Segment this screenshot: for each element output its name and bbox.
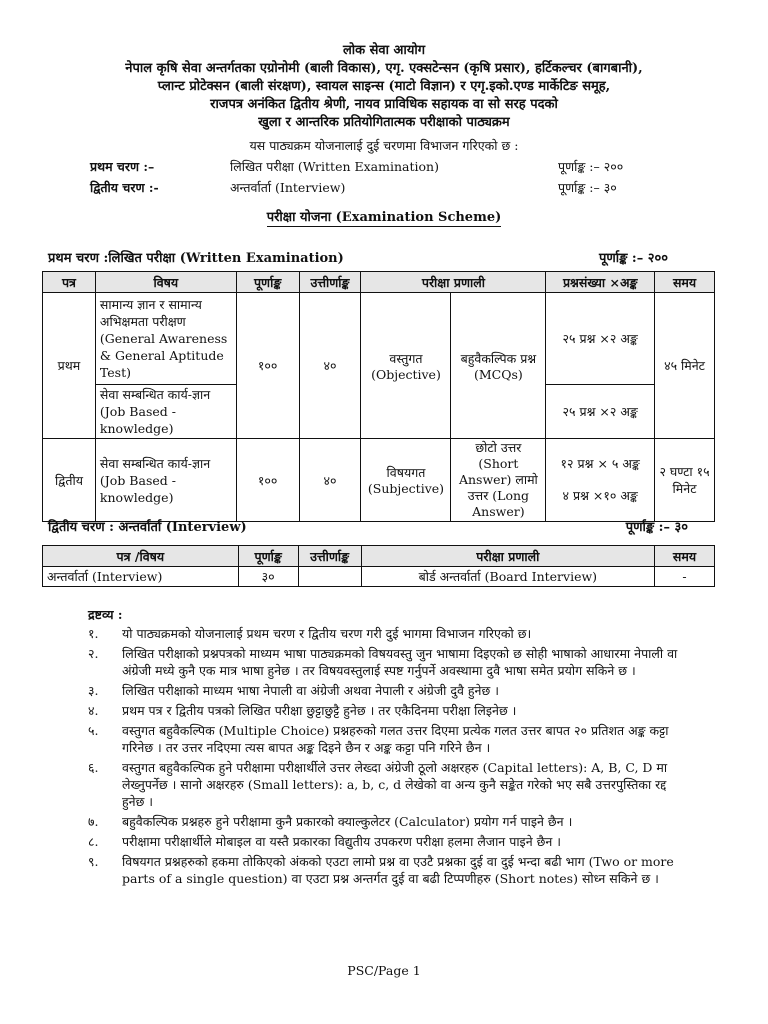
list-item: ५. वस्तुगत बहुवैकल्पिक (Multiple Choice) प्रश्नहरुको गलत उत्तर दिएमा प्रत्येक गलत उत्तर बापत २० प्रतिशत अङ्क कट्टा गरिनेछ । तर उत्तर नदिएमा त्यस बापत अङ्क दिइने छैन र अङ्क कट्टा पनि गरिने छैन । [88,723,669,755]
page-footer: PSC/Page 1 [347,963,421,978]
full-marks: १०० [236,293,299,439]
table-row [43,439,715,522]
paper-name: द्वितीय [43,439,96,522]
scheme-title: परीक्षा योजना (Examination Scheme) [266,210,502,225]
table-row [43,567,715,587]
exam-type: विषयगत (Subjective) [361,439,451,522]
paper-name: प्रथम [43,293,96,439]
subject-cell: सेवा सम्बन्धित कार्य-ज्ञान (Job Based - knowledge) [95,385,236,439]
written-title: प्रथम चरण :लिखित परीक्षा (Written Examination) [48,251,344,266]
written-exam-table [42,271,715,522]
interview-title: द्वितीय चरण : अन्तर्वार्ता (Interview) [48,520,247,535]
col-question-marks: प्रश्नसंख्या ×अङ्क [546,272,655,293]
col-full-marks: पूर्णाङ्क [236,272,299,293]
header-commission: लोक सेवा आयोग [342,43,426,58]
col-exam-system: परीक्षा प्रणाली [361,272,546,293]
exam-type: वस्तुगत (Objective) [361,293,451,439]
phase-desc: अन्तर्वार्ता (Interview) [230,180,346,195]
written-marks: पूर्णाङ्क :– २०० [598,251,668,266]
table-row [43,293,715,385]
list-item: ४. प्रथम पत्र र द्वितीय पत्रको लिखित परीक्षा छुट्टाछुट्टै हुनेछ । तर एकैदिनमा परीक्षा लिइनेछ । [88,703,517,718]
exam-time: २ घण्टा १५ मिनेट [655,439,715,522]
col-paper-subject: पत्र /विषय [43,546,239,567]
notes-title: द्रष्टव्य : [88,607,123,622]
header-line-5: खुला र आन्तरिक प्रतियोगितात्मक परीक्षाको पाठ्यक्रम [258,115,510,130]
full-marks: ३० [238,567,298,587]
subject-cell: सेवा सम्बन्धित कार्य-ज्ञान (Job Based - knowledge) [95,439,236,522]
pass-marks: ४० [299,439,361,522]
pass-marks [298,567,361,587]
exam-method: बोर्ड अन्तर्वार्ता (Board Interview) [361,567,654,587]
document-header [40,42,728,132]
pass-marks: ४० [299,293,361,439]
exam-time: ४५ मिनेट [655,293,715,439]
table-header-row [43,546,715,567]
col-time: समय [655,546,715,567]
exam-time: - [655,567,715,587]
question-marks: २५ प्रश्न ×२ अङ्क [546,385,655,439]
phase-desc: लिखित परीक्षा (Written Examination) [230,159,439,174]
intro-text: यस पाठ्यक्रम योजनालाई दुई चरणमा विभाजन गरिएको छ : [249,138,519,153]
col-exam-system: परीक्षा प्रणाली [361,546,654,567]
subject-cell: सामान्य ज्ञान र सामान्य अभिक्षमता परीक्षण (General Awareness & General Aptitude Test) [95,293,236,385]
interview-subject: अन्तर्वार्ता (Interview) [43,567,239,587]
exam-method: बहुवैकल्पिक प्रश्न (MCQs) [451,293,546,439]
list-item: ८. परीक्षामा परीक्षार्थीले मोबाइल वा यस्तै प्रकारका विद्युतीय उपकरण परीक्षा हलमा लैजान पाइने छैन । [88,834,562,849]
list-item: ७. बहुवैकल्पिक प्रश्नहरु हुने परीक्षामा कुनै प्रकारको क्याल्कुलेटर (Calculator) प्रयोग गर्न पाइने छैन । [88,814,573,829]
col-pass-marks: उत्तीर्णाङ्क [298,546,361,567]
phase-label: द्वितीय चरण :- [90,180,159,195]
col-subject: विषय [95,272,236,293]
phase-label: प्रथम चरण :– [90,159,155,174]
phase-marks: पूर्णाङ्क :– ३० [558,180,617,195]
col-full-marks: पूर्णाङ्क [238,546,298,567]
header-line-2: नेपाल कृषि सेवा अन्तर्गतका एग्रोनोमी (बाली विकास), एगृ. एक्सटेन्सन (कृषि प्रसार), हर्टिकल्चर (बागबानी), [125,61,643,76]
notes-section [88,606,688,890]
list-item: १. यो पाठ्यक्रमको योजनालाई प्रथम चरण र द्वितीय चरण गरी दुई भागमा विभाजन गरिएको छ। [88,626,532,641]
list-item: २. लिखित परीक्षाको प्रश्नपत्रको माध्यम भाषा पाठ्यक्रमको विषयवस्तु जुन भाषामा दिइएको छ सोही भाषाको आधारमा नेपाली वा अंग्रेजी मध्ये कुनै एक मात्र भाषा हुनेछ । तर विषयवस्तुलाई स्पष्ट गर्नुपर्ने अवस्थामा दुवै भाषा समेत प्रयोग सकिने छ । [88,646,678,678]
list-item: ९. विषयगत प्रश्नहरुको हकमा तोकिएको अंकको एउटा लामो प्रश्न वा एउटै प्रश्नका दुई वा दुई भन्दा बढी भाग (Two or more parts of a single question) वा एउटा प्रश्न अन्तर्गत दुई वा बढी टिप्पणीहरु (Short notes) सोध्न सकिने छ । [88,854,674,886]
interview-marks: पूर्णाङ्क :– ३० [625,520,688,535]
question-marks: १२ प्रश्न × ५ अङ्क ४ प्रश्न ×१० अङ्क [546,439,655,522]
col-paper: पत्र [43,272,96,293]
list-item: ६. वस्तुगत बहुवैकल्पिक हुने परीक्षामा परीक्षार्थीले उत्तर लेख्दा अंग्रेजी ठूलो अक्षरहरु (Capital letters): A, B, C, D मा लेख्नुपर्नेछ । सानो अक्षरहरु (Small letters): a, b, c, d लेखेको वा अन्य कुनै सङ्केत गरेको भए सबै उत्तरपुस्तिका रद्द हुनेछ । [88,760,668,809]
table-header-row [43,272,715,293]
col-pass-marks: उत्तीर्णाङ्क [299,272,361,293]
question-marks: २५ प्रश्न ×२ अङ्क [546,293,655,385]
exam-method: छोटो उत्तर (Short Answer) लामो उत्तर (Long Answer) [451,439,546,522]
phase-marks: पूर्णाङ्क :– २०० [558,159,624,174]
header-line-3: प्लान्ट प्रोटेक्सन (बाली संरक्षण), स्वायल साइन्स (माटो विज्ञान) र एगृ.इको.एण्ड मार्केटिङ समूह, [157,79,611,94]
list-item: ३. लिखित परीक्षाको माध्यम भाषा नेपाली वा अंग्रेजी अथवा नेपाली र अंग्रेजी दुवै हुनेछ । [88,683,499,698]
col-time: समय [655,272,715,293]
full-marks: १०० [236,439,299,522]
interview-table [42,545,715,587]
header-line-4: राजपत्र अनंकित द्वितीय श्रेणी, नायव प्राविधिक सहायक वा सो सरह पदको [210,97,558,112]
